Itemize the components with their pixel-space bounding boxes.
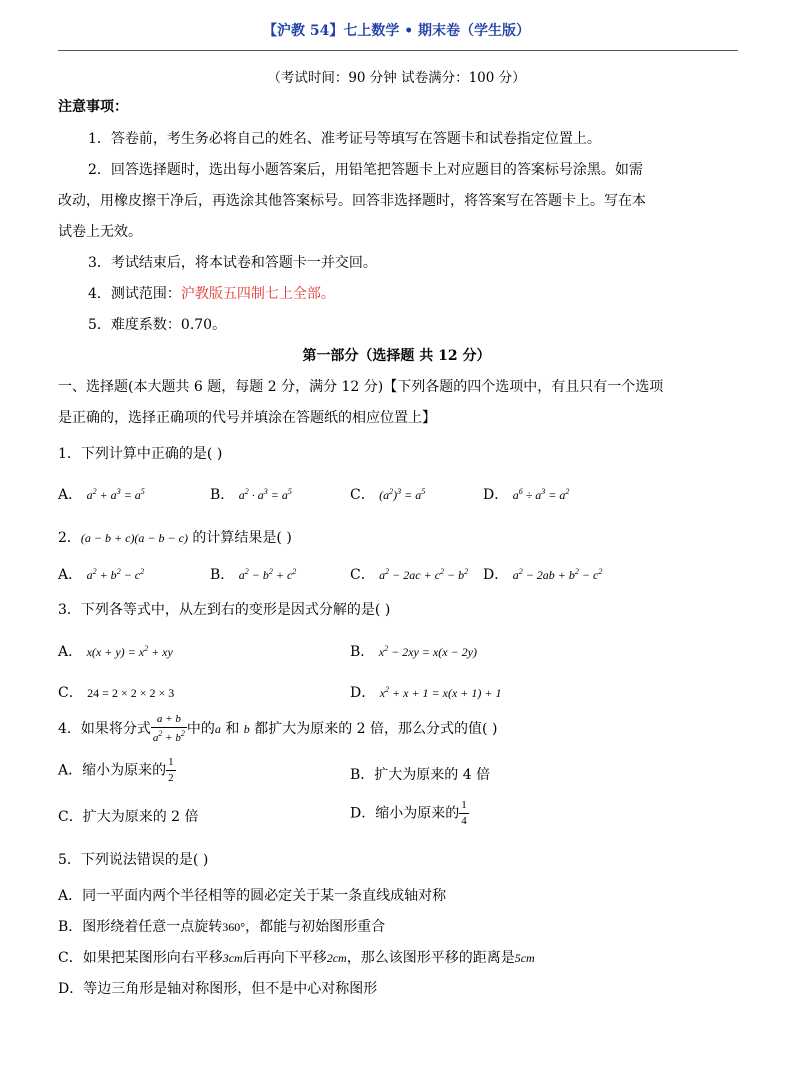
q2-option-b: B． $a^2 - b^2 + c^2$ (210, 567, 297, 583)
section-intro-line-2: 是正确的，选择正确项的代号并填涂在答题纸的相应位置上】 (58, 410, 436, 426)
q5-c-mid: 后再向下平移 (242, 950, 327, 966)
q4-mid1: 中的 (186, 721, 215, 737)
exam-title: 【沪教 54】七上数学 • 期末卷（学生版） (262, 23, 531, 39)
note-4-scope: 沪教版五四制七上全部。 (180, 286, 335, 302)
q2-option-d: D． $a^2 - 2ab + b^2 - c^2$ (483, 567, 603, 583)
q1-d-label: D． (483, 487, 509, 503)
q5-stem: 5．下列说法错误的是( ) (58, 852, 209, 868)
q5-c-pre: C．如果把某图形向右平移 (58, 950, 223, 966)
section-intro-line-1: 一、选择题(本大题共 6 题，每题 2 分，满分 12 分)【下列各题的四个选项中，有且只有一个选项 (58, 379, 664, 395)
q5-option-d: D．等边三角形是轴对称图形，但不是中心对称图形 (58, 981, 378, 997)
q1-option-c: C． $(a^2)^3 = a^5$ (350, 487, 426, 503)
q3-c-label: C． (58, 685, 83, 701)
note-1: 1．答卷前，考生务必将自己的姓名、准考证号等填写在答题卡和试卷指定位置上。 (88, 131, 601, 147)
q1-a-label: A． (58, 487, 83, 503)
q4-d-text: D．缩小为原来的 (350, 805, 460, 822)
q3-option-c: C． 24 = 2 × 2 × 2 × 3 (58, 685, 175, 701)
section-title: 第一部分（选择题 共 12 分） (302, 348, 491, 364)
notes-heading: 注意事项： (58, 99, 128, 115)
q5-c-v3: 5cm (514, 951, 535, 965)
note-3: 3．考试结束后，将本试卷和答题卡一并交回。 (88, 255, 377, 271)
q2-c-label: C． (350, 567, 375, 583)
q3-b-label: B． (350, 644, 375, 660)
note-4-prefix: 4．测试范围： (88, 286, 181, 302)
q3-stem: 3．下列各等式中，从左到右的变形是因式分解的是( ) (58, 602, 391, 618)
q5-b-pre: B．图形绕着任意一点旋转 (58, 919, 223, 935)
q2-stem: 2．(a − b + c)(a − b − c) 的计算结果是( ) (58, 530, 292, 546)
q1-stem: 1．下列计算中正确的是( ) (58, 446, 223, 462)
note-2-line-1: 2．回答选择题时，选出每小题答案后，用铅笔把答题卡上对应题目的答案标号涂黑。如需 (88, 162, 643, 178)
note-2-line-3: 试卷上无效。 (58, 224, 142, 240)
q3-d-label: D． (350, 685, 376, 701)
q3-option-d: D． $x^2 + x + 1 = x(x + 1) + 1$ (350, 685, 502, 701)
q5-option-b (58, 916, 385, 936)
q4-fraction: $\frac{a + b}{a^2 + b^2}$ (152, 713, 185, 744)
note-2-line-2: 改动，用橡皮擦干净后，再选涂其他答案标号。回答非选择题时，将答案写在答题卡上。写在本 (58, 193, 646, 209)
q5-c-v1: 3cm (222, 951, 243, 965)
q1-option-a: A． $a^2 + a^3 = a^5$ (58, 487, 145, 503)
q5-b-post: ，都能与初始图形重合 (245, 919, 386, 935)
exam-meta: （考试时间：90 分钟 试卷满分：100 分） (267, 70, 526, 86)
q2-b-label: B． (210, 567, 235, 583)
q2-tail: 的计算结果是( ) (192, 530, 292, 546)
q2-number: 2． (58, 530, 81, 546)
q5-c-post: ，那么该图形平移的距离是 (346, 950, 515, 966)
q2-d-label: D． (483, 567, 509, 583)
q4-mid2: 和 (225, 721, 240, 737)
q4-option-a: A．缩小为原来的 $\frac{1}{2}$ (58, 756, 174, 784)
q4-option-c: C．扩大为原来的 2 倍 (58, 809, 199, 825)
note-4 (58, 283, 335, 303)
q2-option-c: C． $a^2 - 2ac + c^2 - b^2$ (350, 567, 469, 583)
q4-a-text: A．缩小为原来的 (58, 762, 167, 779)
q3-option-b: B． $x^2 - 2xy = x(x - 2y)$ (350, 644, 477, 660)
q5-option-c (58, 947, 535, 967)
q4-option-b: B．扩大为原来的 4 倍 (350, 767, 491, 783)
q1-c-label: C． (350, 487, 375, 503)
q3-a-label: A． (58, 644, 83, 660)
q4-tail: 都扩大为原来的 2 倍，那么分式的值( ) (254, 721, 498, 737)
q3-option-a: A． $x(x + y) = x^2$ + xy (58, 644, 173, 660)
header-divider (58, 50, 738, 51)
note-5: 5．难度系数：0.70。 (88, 317, 227, 333)
q5-c-v2: 2cm (326, 951, 347, 965)
q2-a-label: A． (58, 567, 83, 583)
q4-stem: 4．如果将分式 $\frac{a + b}{a^2 + b^2}$ 中的a 和 b 都扩大为原来的 2 倍，那么分式的值( ) (58, 713, 498, 744)
q5-option-a: A．同一平面内两个半径相等的圆必定关于某一条直线成轴对称 (58, 888, 447, 904)
q1-option-d: D． $a^6 \div a^3 = a^2$ (483, 487, 570, 503)
q1-option-b: B． $a^2 \cdot a^3 = a^5$ (210, 487, 292, 503)
q5-b-angle: 360° (222, 920, 246, 934)
q2-option-a: A． $a^2 + b^2 - c^2$ (58, 567, 145, 583)
q4-option-d: D．缩小为原来的 $\frac{1}{4}$ (350, 799, 467, 827)
q4-pre: 4．如果将分式 (58, 721, 151, 737)
q1-b-label: B． (210, 487, 235, 503)
